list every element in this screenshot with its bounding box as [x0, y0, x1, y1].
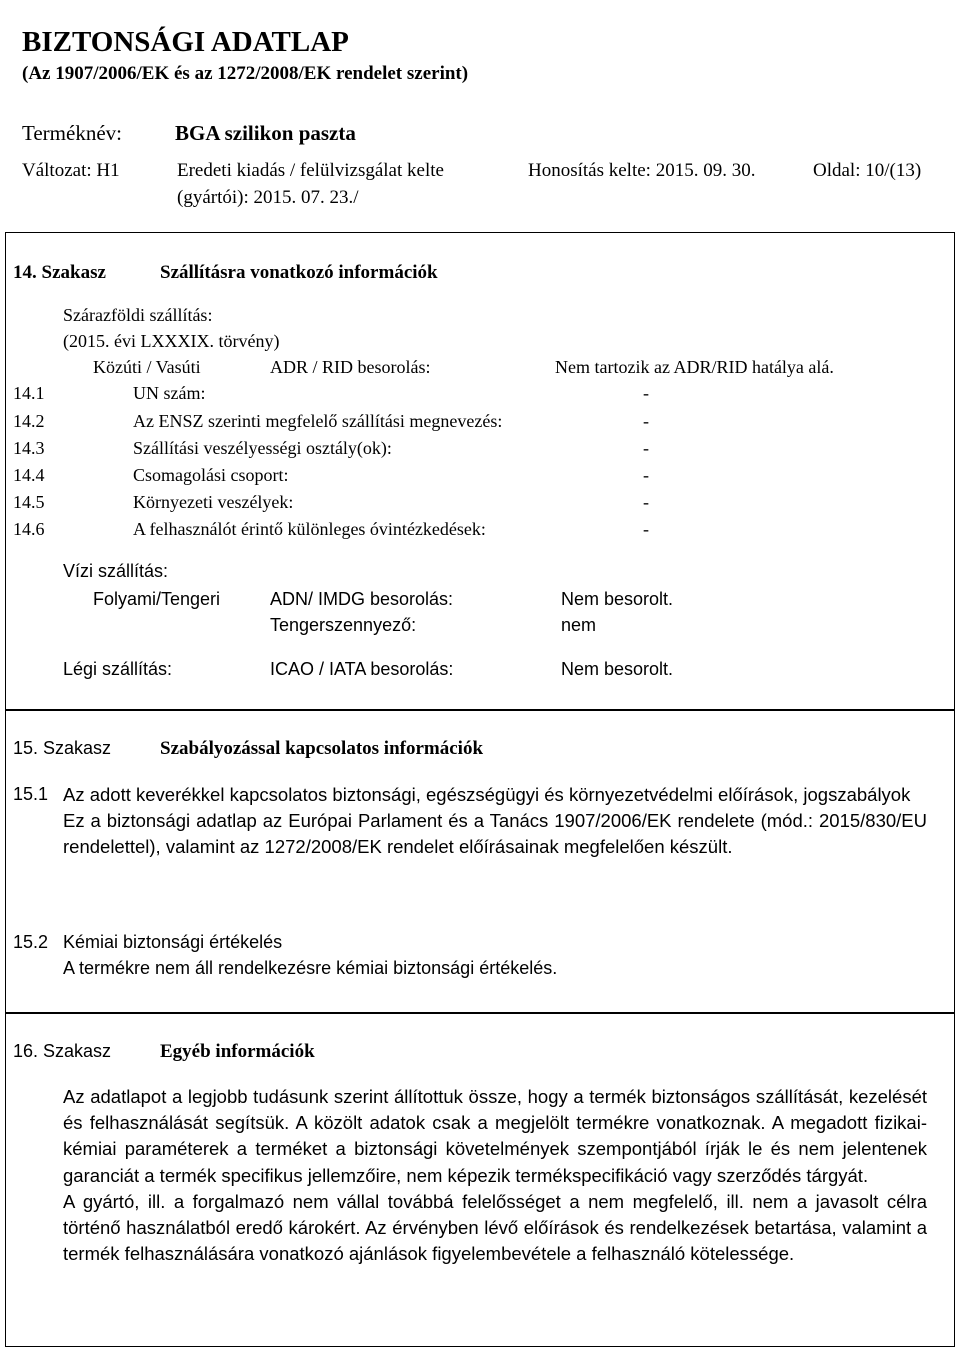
row-value: -: [643, 383, 649, 403]
row-num: 14.1: [13, 383, 45, 403]
row-label: UN szám:: [133, 383, 206, 403]
row-num: 14.5: [13, 492, 45, 512]
section-15-title: Szabályozással kapcsolatos információk: [160, 738, 484, 759]
row-label: Környezeti veszélyek:: [133, 492, 294, 512]
adn-imdg-label: ADN/ IMDG besorolás:: [270, 589, 454, 609]
icao-iata-label: ICAO / IATA besorolás:: [270, 659, 454, 679]
issue-date-line2: (gyártói): 2015. 07. 23./: [177, 187, 359, 208]
marine-pollutant-value: nem: [561, 615, 597, 635]
row-value: -: [643, 492, 649, 512]
row-value: -: [643, 519, 649, 539]
air-transport-label: Légi szállítás:: [63, 659, 173, 679]
para-15-1-text: Az adott keverékkel kapcsolatos biztonsági, egészségügyi és környezetvédelmi előírások, jogszabályok Ez a biztonsági adatlap az Európai Parlament és a Tanács 1907/2006/EK rendelete (mód.: 2015/830/EU rendelettel), valamint az 1272/2008/EK rendelet előírásainak megfelelően készült.: [63, 784, 927, 858]
product-name: BGA szilikon paszta: [175, 121, 356, 145]
para-15-2-title: Kémiai biztonsági értékelés: [63, 932, 283, 952]
row-label: A felhasználót érintő különleges óvintézkedések:: [133, 519, 486, 539]
product-label: Terméknév:: [22, 121, 122, 145]
water-transport-label: Vízi szállítás:: [63, 561, 169, 581]
land-transport-law: (2015. évi LXXXIX. törvény): [63, 331, 280, 351]
localization-date: Honosítás kelte: 2015. 09. 30.: [528, 160, 756, 181]
icao-iata-value: Nem besorolt.: [561, 659, 674, 679]
row-label: Csomagolási csoport:: [133, 465, 289, 485]
row-value: -: [643, 411, 649, 431]
row-label: Szállítási veszélyességi osztály(ok):: [133, 438, 392, 458]
row-num: 14.3: [13, 438, 45, 458]
version: Változat: H1: [22, 160, 120, 181]
row-num: 14.2: [13, 411, 45, 431]
row-label: Az ENSZ szerinti megfelelő szállítási megnevezés:: [133, 411, 503, 431]
para-15-1-number: 15.1: [13, 784, 49, 804]
section-16-number: 16. Szakasz: [13, 1041, 112, 1061]
section-14-title: Szállításra vonatkozó információk: [160, 262, 438, 283]
road-rail-label: Közúti / Vasúti: [93, 357, 201, 377]
row-value: -: [643, 438, 649, 458]
document-subtitle: (Az 1907/2006/EK és az 1272/2008/EK rendelet szerint): [22, 63, 469, 84]
land-transport-label: Szárazföldi szállítás:: [63, 305, 213, 325]
adr-label: ADR / RID besorolás:: [270, 357, 431, 377]
para-15-2-number: 15.2: [13, 932, 49, 952]
section-16-text: Az adatlapot a legjobb tudásunk szerint állítottuk össze, hogy a termék biztonságos szállítását, kezelését és felhasználását segítsük. A közölt adatok csak a megjelölt termékre vonatkoznak. A megadott fizikai-kémiai paraméterek a terméket a biztonsági követelmények szempontjából írják le és nem jelentenek garanciát a termék specifikus jellemzőire, nem képezik termékspecifikáció vagy szerződés tárgyát. A gyártó, ill. a forgalmazó nem vállal továbbá felelősséget a nem megfelelő, ill. nem a javasolt célra történő használatból eredő károkért. Az érvényben lévő előírások és rendelkezések betartása, valamint a termék felhasználására vonatkozó ajánlások figyelembevétele a felhasználó kötelessége.: [63, 1086, 927, 1265]
adn-imdg-value: Nem besorolt.: [561, 589, 674, 609]
marine-pollutant-label: Tengerszennyező:: [270, 615, 417, 635]
river-sea-label: Folyami/Tengeri: [93, 589, 221, 609]
page-number: Oldal: 10/(13): [813, 160, 922, 181]
issue-date-line1: Eredeti kiadás / felülvizsgálat kelte: [177, 160, 444, 181]
row-num: 14.4: [13, 465, 45, 485]
section-14-number: 14. Szakasz: [13, 262, 106, 283]
document-title: BIZTONSÁGI ADATLAP: [22, 26, 349, 58]
section-16-title: Egyéb információk: [160, 1041, 315, 1062]
para-15-2-text: A termékre nem áll rendelkezésre kémiai biztonsági értékelés.: [63, 958, 558, 978]
row-num: 14.6: [13, 519, 45, 539]
adr-value: Nem tartozik az ADR/RID hatálya alá.: [555, 357, 834, 377]
row-value: -: [643, 465, 649, 485]
section-15-number: 15. Szakasz: [13, 738, 112, 758]
